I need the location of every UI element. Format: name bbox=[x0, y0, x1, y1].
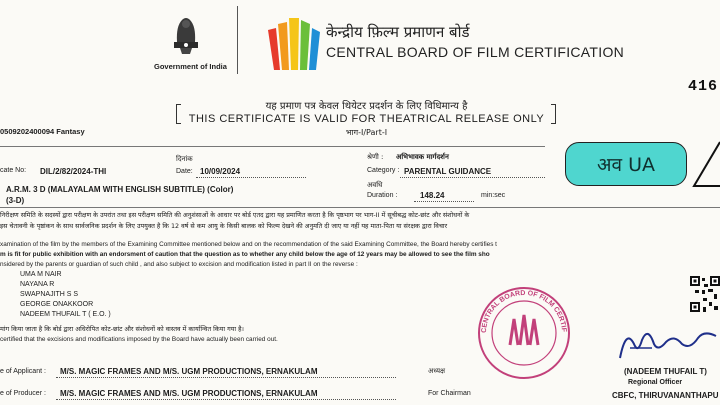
government-label: Government of India bbox=[154, 62, 227, 71]
committee-member: NAYANA R bbox=[20, 281, 55, 288]
board-name-hindi: केन्द्रीय फ़िल्म प्रमाणन बोर्ड bbox=[326, 23, 470, 41]
cbfc-logo bbox=[262, 10, 322, 76]
body-english-line-1: xamination of the film by the members of the Examining Committee mentioned below and on the recommendation of the said Examining Committee, the Board hereby certifies t bbox=[0, 241, 497, 248]
producer-label: e of Producer : bbox=[0, 390, 46, 397]
signature bbox=[612, 318, 720, 366]
validity-english: THIS CERTIFICATE IS VALID FOR THEATRICAL RELEASE ONLY bbox=[188, 113, 545, 125]
validity-banner bbox=[180, 98, 553, 138]
category-underline bbox=[400, 177, 545, 178]
part-label: भाग-I/Part-I bbox=[345, 128, 388, 137]
committee-member: NADEEM THUFAIL T ( E.O. ) bbox=[20, 311, 111, 318]
board-name-english: CENTRAL BOARD OF FILM CERTIFICATION bbox=[326, 44, 625, 60]
duration-unit: min:sec bbox=[481, 192, 506, 199]
cbfc-seal bbox=[476, 285, 572, 381]
duration-underline bbox=[414, 201, 474, 202]
committee-member: GEORGE ONAKKOOR bbox=[20, 301, 94, 308]
applicant-value: M/S. MAGIC FRAMES AND M/S. UGM PRODUCTIONS, ERNAKULAM bbox=[60, 367, 318, 376]
seal-text: CENTRAL BOARD OF FILM CERTIF bbox=[480, 289, 568, 334]
header-divider bbox=[237, 6, 238, 74]
certificate-no-value: DIL/2/82/2024-THI bbox=[40, 167, 107, 176]
category-value-hindi: अभिभावक मार्गदर्शन bbox=[396, 153, 449, 161]
body-hindi-line-1: निरीक्षण समिति के सदस्यों द्वारा परीक्षण के उपरांत तथा इस परीक्षण समिति की अनुशंसाओं के आधार पर बोर्ड एतद द्वारा यह प्रमाणित करता है कि पृष्ठभाग पर भाग-II में सूचीबद्ध कोट-छांट और संशोधनों के bbox=[0, 211, 470, 219]
officer-name: (NADEEM THUFAIL T) bbox=[624, 367, 707, 376]
body-english-line-3: nsidered by the parents or guardian of such child , and also subject to excision and modification listed in part II on the reverse : bbox=[0, 261, 358, 268]
officer-office: CBFC, THIRUVANANTHAPU bbox=[612, 391, 719, 400]
body-english-line-2: m is fit for public exhibition with an endorsment of caution that the question as to whether any child below the age of 12 years may be allowed to see the film sho bbox=[0, 251, 490, 258]
chairman-hindi: अध्यक्ष bbox=[428, 367, 446, 375]
body-english-line-4: certified that the excisions and modifications imposed by the Board have actually been carried out. bbox=[0, 336, 278, 343]
producer-underline bbox=[56, 399, 396, 400]
film-code: 0509202400094 Fantasy bbox=[0, 127, 85, 136]
for-chairman: For Chairman bbox=[428, 390, 471, 397]
committee-member: SWAPNAJITH S S bbox=[20, 291, 79, 298]
duration-value: 148.24 bbox=[420, 191, 445, 200]
date-label: Date: bbox=[176, 168, 193, 175]
ua-rating-badge: अव UA bbox=[565, 142, 687, 186]
duration-label: Duration : bbox=[367, 192, 398, 199]
body-hindi-line-2: इस चेतावनी के पृष्ठांकन के साथ सार्वजनिक प्रदर्शन के लिए उपयुक्त है कि 12 वर्ष से कम आयु के किसी बालक को फिल्म देखने की अनुमति दी जाए या नहीं यह माता-पिता या संरक्षक द्वारा विचार bbox=[0, 222, 448, 230]
date-value: 10/09/2024 bbox=[200, 167, 241, 176]
certificate-no-label: cate No: bbox=[0, 167, 27, 174]
committee-list bbox=[20, 270, 111, 320]
committee-member: UMA M NAIR bbox=[20, 271, 62, 278]
national-emblem bbox=[168, 12, 204, 56]
applicant-underline bbox=[56, 377, 396, 378]
date-underline bbox=[196, 177, 306, 178]
duration-label-hindi: अवधि bbox=[367, 181, 383, 189]
category-label: Category : bbox=[367, 167, 400, 174]
officer-title: Regional Officer bbox=[628, 379, 683, 386]
applicant-label: e of Applicant : bbox=[0, 368, 46, 375]
producer-value: M/S. MAGIC FRAMES AND M/S. UGM PRODUCTIONS, ERNAKULAM bbox=[60, 389, 318, 398]
category-label-hindi: श्रेणी : bbox=[367, 153, 384, 161]
film-title: A.R.M. 3 D (MALAYALAM WITH ENGLISH SUBTITLE) (Color) bbox=[6, 185, 234, 194]
body-hindi-line-3: मांग किया जाता है कि बोर्ड द्वारा अधिरोपित कोट-छांट और संशोधनों को वास्तव में कार्यान्वित किया गया है। bbox=[0, 325, 244, 333]
banner-bracket-left bbox=[176, 104, 181, 124]
top-rule bbox=[0, 146, 545, 147]
validity-hindi: यह प्रमाण पत्र केवल थियेटर प्रदर्शन के लिए विधिमान्य है bbox=[265, 101, 468, 112]
film-title-sub: (3-D) bbox=[6, 196, 25, 205]
qr-code bbox=[690, 276, 720, 314]
banner-bracket-right bbox=[551, 104, 556, 124]
corner-triangle bbox=[690, 140, 720, 188]
date-label-hindi: दिनांक bbox=[176, 155, 193, 163]
certificate-number: 416 bbox=[688, 78, 719, 95]
category-value: PARENTAL GUIDANCE bbox=[404, 167, 492, 176]
middle-rule bbox=[0, 207, 720, 208]
